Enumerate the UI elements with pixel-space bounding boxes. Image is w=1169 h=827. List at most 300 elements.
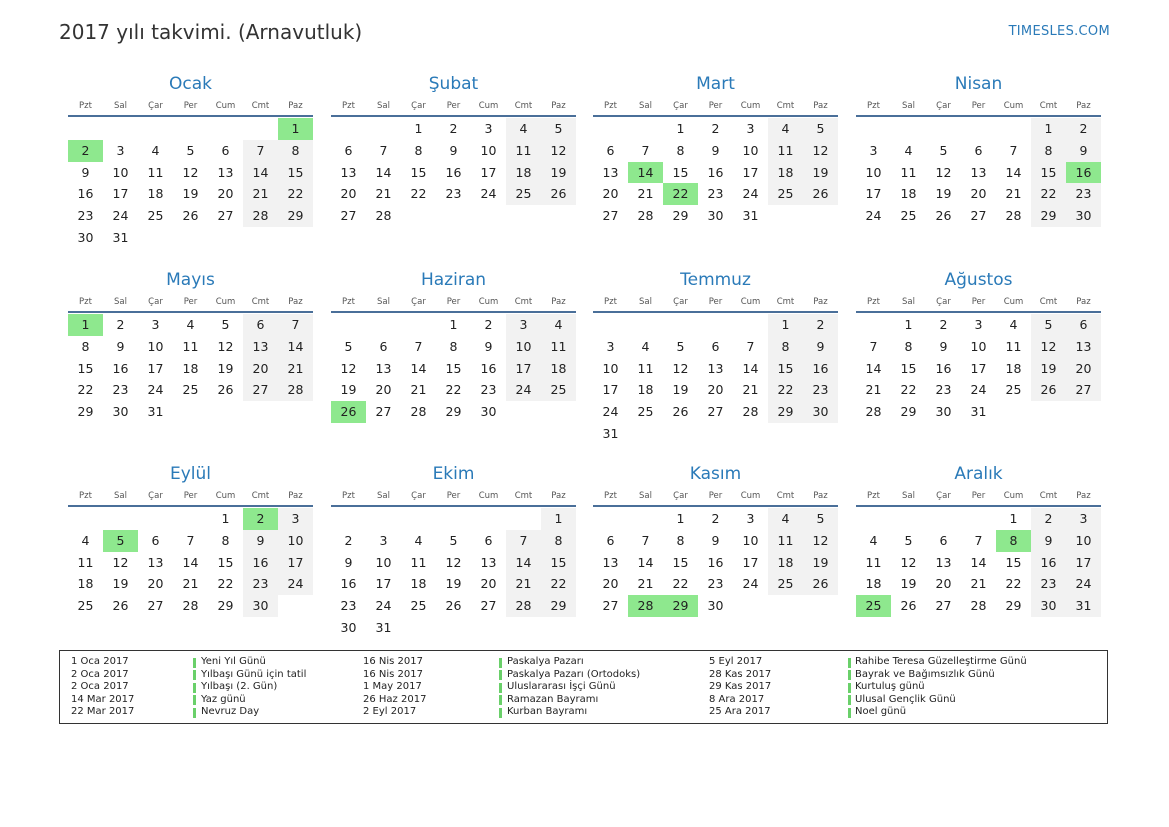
weekday-label: Cmt (1039, 297, 1058, 307)
day-cell: 22 (1005, 576, 1022, 592)
day-cell: 30 (112, 404, 129, 420)
legend-marker (193, 695, 196, 705)
day-cell: 13 (147, 554, 164, 570)
day-cell: 4 (1009, 317, 1018, 332)
day-cell: 21 (243, 183, 278, 205)
day-cell: 19 (672, 382, 689, 398)
day-cell: 5 (803, 508, 838, 530)
weekday-label: Pzt (342, 101, 355, 111)
holiday-day: 22 (663, 183, 698, 205)
day-cell: 20 (602, 576, 619, 592)
legend-date: 2 Eyl 2017 (363, 706, 417, 718)
day-cell: 21 (278, 358, 313, 380)
day-cell: 3 (974, 317, 983, 332)
day-cell: 6 (974, 142, 983, 158)
empty-cell (628, 118, 663, 140)
month-block (331, 463, 576, 639)
day-cell: 18 (541, 358, 576, 380)
weekday-header (593, 293, 838, 313)
day-cell: 26 (803, 183, 838, 205)
legend-marker (848, 683, 851, 693)
day-cell: 7 (414, 338, 423, 354)
day-cell: 20 (1066, 358, 1101, 380)
day-cell: 8 (221, 532, 230, 548)
empty-cell (628, 314, 663, 336)
weekday-label: Sal (902, 101, 915, 111)
weekday-label: Sal (377, 101, 390, 111)
day-cell: 24 (278, 573, 313, 595)
day-cell: 16 (1031, 552, 1066, 574)
legend-marker (499, 683, 502, 693)
day-cell: 29 (541, 595, 576, 617)
day-cell: 7 (506, 530, 541, 552)
day-cell: 3 (151, 317, 160, 332)
day-cell: 4 (151, 142, 160, 158)
empty-cell (331, 508, 366, 530)
empty-cell (208, 118, 243, 140)
day-cell: 28 (1005, 208, 1022, 224)
day-cell: 7 (379, 142, 388, 158)
day-cell: 20 (935, 576, 952, 592)
weekday-label: Cmt (776, 297, 795, 307)
day-cell: 24 (375, 598, 392, 614)
day-cell: 6 (344, 142, 353, 158)
day-cell: 14 (278, 336, 313, 358)
day-cell: 11 (410, 554, 427, 570)
day-cell: 26 (541, 183, 576, 205)
day-cell: 30 (243, 595, 278, 617)
empty-cell (366, 508, 401, 530)
day-cell: 24 (602, 404, 619, 420)
weekday-label: Cmt (514, 297, 533, 307)
weekday-label: Cum (740, 491, 761, 501)
day-cell: 27 (243, 379, 278, 401)
day-cell: 26 (445, 598, 462, 614)
weekday-label: Sal (639, 101, 652, 111)
weekday-label: Pzt (867, 491, 880, 501)
holiday-day: 2 (243, 508, 278, 530)
day-cell: 22 (541, 573, 576, 595)
day-cell: 22 (900, 382, 917, 398)
day-cell: 5 (541, 118, 576, 140)
day-cell: 10 (278, 530, 313, 552)
day-cell: 14 (410, 360, 427, 376)
day-cell: 9 (803, 336, 838, 358)
day-cell: 8 (676, 532, 685, 548)
weekday-label: Çar (411, 101, 426, 111)
holiday-day: 2 (68, 140, 103, 162)
day-cell: 20 (217, 186, 234, 202)
day-cell: 28 (410, 404, 427, 420)
day-cell: 4 (186, 317, 195, 332)
legend-marker (848, 658, 851, 668)
day-cell: 13 (243, 336, 278, 358)
month-block (331, 269, 576, 423)
empty-cell (593, 118, 628, 140)
day-cell: 15 (77, 360, 94, 376)
holiday-day: 26 (331, 401, 366, 423)
day-cell: 29 (445, 404, 462, 420)
weekday-label: Çar (411, 491, 426, 501)
day-cell: 13 (217, 164, 234, 180)
legend-marker (848, 708, 851, 718)
day-cell: 2 (711, 511, 720, 526)
day-cell: 20 (375, 382, 392, 398)
day-cell: 3 (116, 142, 125, 158)
weekday-label: Çar (411, 297, 426, 307)
day-cell: 29 (278, 205, 313, 227)
empty-cell (891, 508, 926, 530)
day-cell: 14 (742, 360, 759, 376)
day-cell: 23 (803, 379, 838, 401)
day-cell: 7 (278, 314, 313, 336)
day-cell: 30 (707, 208, 724, 224)
day-cell: 15 (410, 164, 427, 180)
legend-holiday-name: Nevruz Day (201, 706, 260, 718)
weekday-label: Pzt (867, 101, 880, 111)
day-cell: 13 (340, 164, 357, 180)
weekday-label: Sal (114, 491, 127, 501)
day-cell: 26 (1031, 379, 1066, 401)
day-cell: 22 (672, 576, 689, 592)
month-name: Nisan (954, 74, 1003, 94)
day-cell: 5 (221, 317, 230, 332)
day-cell: 1 (904, 317, 913, 332)
day-cell: 19 (1031, 358, 1066, 380)
weekday-label: Çar (936, 297, 951, 307)
weekday-label: Paz (288, 297, 303, 307)
day-cell: 4 (506, 118, 541, 140)
day-cell: 3 (746, 511, 755, 526)
weekday-header (331, 97, 576, 117)
day-cell: 10 (742, 142, 759, 158)
day-cell: 27 (217, 208, 234, 224)
day-grid (856, 508, 1101, 617)
day-cell: 25 (1005, 382, 1022, 398)
month-block (856, 269, 1101, 423)
empty-cell (68, 508, 103, 530)
day-cell: 29 (672, 208, 689, 224)
day-cell: 11 (768, 140, 803, 162)
page-title: 2017 yılı takvimi. (Arnavutluk) (59, 20, 363, 44)
month-name: Ekim (432, 464, 475, 484)
day-cell: 10 (506, 336, 541, 358)
day-cell: 24 (1066, 573, 1101, 595)
day-cell: 9 (81, 164, 90, 180)
day-cell: 28 (375, 208, 392, 224)
weekday-label: Paz (1076, 297, 1091, 307)
legend-holiday-name: Paskalya Pazarı (Ortodoks) (507, 668, 641, 680)
day-cell: 14 (182, 554, 199, 570)
day-cell: 27 (1066, 379, 1101, 401)
day-cell: 3 (379, 532, 388, 548)
day-cell: 18 (900, 186, 917, 202)
day-cell: 12 (803, 530, 838, 552)
day-cell: 29 (768, 401, 803, 423)
weekday-label: Sal (902, 297, 915, 307)
day-cell: 29 (1005, 598, 1022, 614)
weekday-label: Paz (288, 101, 303, 111)
legend-date: 2 Oca 2017 (71, 668, 129, 680)
day-cell: 11 (637, 360, 654, 376)
day-cell: 1 (1009, 511, 1018, 526)
legend-date: 22 Mar 2017 (71, 706, 135, 718)
day-cell: 30 (77, 229, 94, 245)
day-cell: 21 (970, 576, 987, 592)
day-cell: 23 (243, 573, 278, 595)
day-cell: 20 (707, 382, 724, 398)
day-cell: 28 (970, 598, 987, 614)
day-cell: 23 (935, 382, 952, 398)
day-cell: 13 (375, 360, 392, 376)
legend-date: 2 Oca 2017 (71, 681, 129, 693)
weekday-label: Paz (551, 491, 566, 501)
day-cell: 6 (484, 532, 493, 548)
day-cell: 7 (641, 532, 650, 548)
day-cell: 25 (77, 598, 94, 614)
site-link[interactable]: TIMESLES.COM (1008, 24, 1110, 39)
day-grid (593, 508, 838, 617)
weekday-label: Cmt (776, 101, 795, 111)
weekday-label: Pzt (604, 297, 617, 307)
day-cell: 2 (1066, 118, 1101, 140)
legend-holiday-name: Yılbaşı (2. Gün) (201, 681, 278, 693)
weekday-label: Cum (478, 491, 499, 501)
empty-cell (103, 118, 138, 140)
weekday-header (68, 487, 313, 507)
day-cell: 15 (768, 358, 803, 380)
day-cell: 10 (970, 338, 987, 354)
day-cell: 13 (1066, 336, 1101, 358)
day-grid (68, 508, 313, 617)
month-name: Eylül (169, 464, 212, 484)
day-cell: 22 (278, 183, 313, 205)
day-cell: 17 (375, 576, 392, 592)
day-cell: 12 (803, 140, 838, 162)
day-cell: 28 (506, 595, 541, 617)
day-cell: 23 (1066, 183, 1101, 205)
day-cell: 1 (541, 508, 576, 530)
day-cell: 28 (742, 404, 759, 420)
day-cell: 16 (112, 360, 129, 376)
weekday-label: Cum (215, 101, 236, 111)
day-cell: 9 (711, 142, 720, 158)
empty-cell (436, 508, 471, 530)
day-cell: 15 (900, 360, 917, 376)
weekday-label: Per (183, 491, 198, 501)
day-cell: 5 (939, 142, 948, 158)
day-cell: 19 (182, 186, 199, 202)
day-cell: 24 (480, 186, 497, 202)
legend-marker (499, 670, 502, 680)
day-cell: 26 (182, 208, 199, 224)
weekday-label: Pzt (604, 491, 617, 501)
legend-marker (193, 683, 196, 693)
empty-cell (926, 118, 961, 140)
weekday-label: Per (971, 491, 986, 501)
day-cell: 7 (243, 140, 278, 162)
day-cell: 9 (939, 338, 948, 354)
month-block (856, 463, 1101, 617)
day-cell: 17 (480, 164, 497, 180)
legend-holiday-name: Bayrak ve Bağımsızlık Günü (855, 668, 995, 680)
weekday-label: Pzt (79, 101, 92, 111)
month-name: Haziran (420, 270, 487, 290)
holiday-day: 29 (663, 595, 698, 617)
day-cell: 2 (344, 532, 353, 548)
day-cell: 30 (803, 401, 838, 423)
day-cell: 26 (112, 598, 129, 614)
day-cell: 2 (711, 121, 720, 136)
day-cell: 16 (803, 358, 838, 380)
day-cell: 28 (637, 208, 654, 224)
day-cell: 8 (1031, 140, 1066, 162)
legend-date: 29 Kas 2017 (709, 681, 772, 693)
empty-cell (961, 118, 996, 140)
day-grid (68, 314, 313, 423)
day-cell: 22 (445, 382, 462, 398)
day-cell: 11 (147, 164, 164, 180)
day-cell: 12 (182, 164, 199, 180)
weekday-label: Per (446, 491, 461, 501)
day-cell: 13 (970, 164, 987, 180)
legend-date: 1 Oca 2017 (71, 656, 129, 667)
day-cell: 4 (81, 532, 90, 548)
weekday-label: Paz (813, 491, 828, 501)
weekday-label: Cmt (251, 297, 270, 307)
day-cell: 1 (449, 317, 458, 332)
legend-holiday-name: Yeni Yıl Günü (201, 656, 266, 667)
empty-cell (401, 314, 436, 336)
day-cell: 1 (676, 121, 685, 136)
day-cell: 16 (243, 552, 278, 574)
day-cell: 25 (182, 382, 199, 398)
day-cell: 7 (1009, 142, 1018, 158)
weekday-label: Çar (148, 491, 163, 501)
day-cell: 18 (410, 576, 427, 592)
day-cell: 8 (904, 338, 913, 354)
day-cell: 30 (340, 619, 357, 635)
day-cell: 17 (865, 186, 882, 202)
day-cell: 27 (970, 208, 987, 224)
weekday-label: Cmt (514, 491, 533, 501)
day-cell: 2 (803, 314, 838, 336)
weekday-label: Cum (740, 297, 761, 307)
day-cell: 12 (1031, 336, 1066, 358)
day-cell: 31 (970, 404, 987, 420)
month-block (68, 73, 313, 249)
day-cell: 16 (445, 164, 462, 180)
day-cell: 27 (375, 404, 392, 420)
day-grid (593, 314, 838, 445)
day-cell: 11 (1005, 338, 1022, 354)
day-cell: 11 (900, 164, 917, 180)
legend-marker (499, 658, 502, 668)
day-cell: 18 (768, 162, 803, 184)
day-grid (331, 314, 576, 423)
empty-cell (593, 314, 628, 336)
day-cell: 16 (707, 164, 724, 180)
day-cell: 22 (1031, 183, 1066, 205)
day-cell: 31 (742, 208, 759, 224)
empty-cell (366, 314, 401, 336)
day-cell: 9 (1066, 140, 1101, 162)
day-cell: 9 (449, 142, 458, 158)
day-cell: 18 (506, 162, 541, 184)
day-cell: 21 (865, 382, 882, 398)
month-name: Ağustos (944, 270, 1013, 290)
day-cell: 6 (221, 142, 230, 158)
weekday-label: Cum (1003, 297, 1024, 307)
day-cell: 24 (147, 382, 164, 398)
day-cell: 1 (768, 314, 803, 336)
holiday-day: 8 (996, 530, 1031, 552)
day-cell: 23 (1031, 573, 1066, 595)
weekday-label: Sal (639, 297, 652, 307)
day-cell: 2 (116, 317, 125, 332)
day-cell: 8 (414, 142, 423, 158)
day-cell: 15 (672, 554, 689, 570)
day-cell: 24 (742, 186, 759, 202)
weekday-label: Pzt (79, 297, 92, 307)
legend-marker (193, 670, 196, 680)
weekday-label: Per (708, 491, 723, 501)
month-name: Mayıs (166, 270, 215, 290)
day-cell: 8 (278, 140, 313, 162)
month-block (856, 73, 1101, 227)
weekday-label: Sal (114, 297, 127, 307)
day-cell: 28 (278, 379, 313, 401)
legend-date: 1 May 2017 (363, 681, 422, 693)
day-cell: 25 (147, 208, 164, 224)
day-cell: 8 (768, 336, 803, 358)
legend-holiday-name: Kurban Bayramı (507, 706, 588, 718)
day-cell: 6 (606, 532, 615, 548)
holiday-day: 1 (278, 118, 313, 140)
weekday-label: Sal (902, 491, 915, 501)
day-cell: 20 (970, 186, 987, 202)
day-cell: 1 (1031, 118, 1066, 140)
empty-cell (698, 314, 733, 336)
day-cell: 17 (742, 554, 759, 570)
day-cell: 22 (410, 186, 427, 202)
weekday-label: Cmt (251, 491, 270, 501)
day-cell: 8 (541, 530, 576, 552)
weekday-label: Cmt (514, 101, 533, 111)
empty-cell (663, 314, 698, 336)
weekday-label: Pzt (867, 297, 880, 307)
day-cell: 17 (278, 552, 313, 574)
day-cell: 4 (541, 314, 576, 336)
day-cell: 10 (1066, 530, 1101, 552)
month-name: Şubat (428, 74, 479, 94)
legend-holiday-name: Paskalya Pazarı (507, 656, 584, 667)
legend-marker (848, 695, 851, 705)
weekday-label: Cmt (1039, 491, 1058, 501)
empty-cell (856, 314, 891, 336)
day-cell: 10 (602, 360, 619, 376)
day-cell: 21 (637, 186, 654, 202)
day-cell: 10 (742, 532, 759, 548)
day-cell: 6 (1066, 314, 1101, 336)
day-cell: 24 (506, 379, 541, 401)
weekday-label: Cum (1003, 101, 1024, 111)
day-cell: 4 (641, 338, 650, 354)
day-cell: 16 (340, 576, 357, 592)
month-name: Aralık (954, 464, 1003, 484)
day-cell: 29 (1031, 205, 1066, 227)
day-cell: 26 (672, 404, 689, 420)
